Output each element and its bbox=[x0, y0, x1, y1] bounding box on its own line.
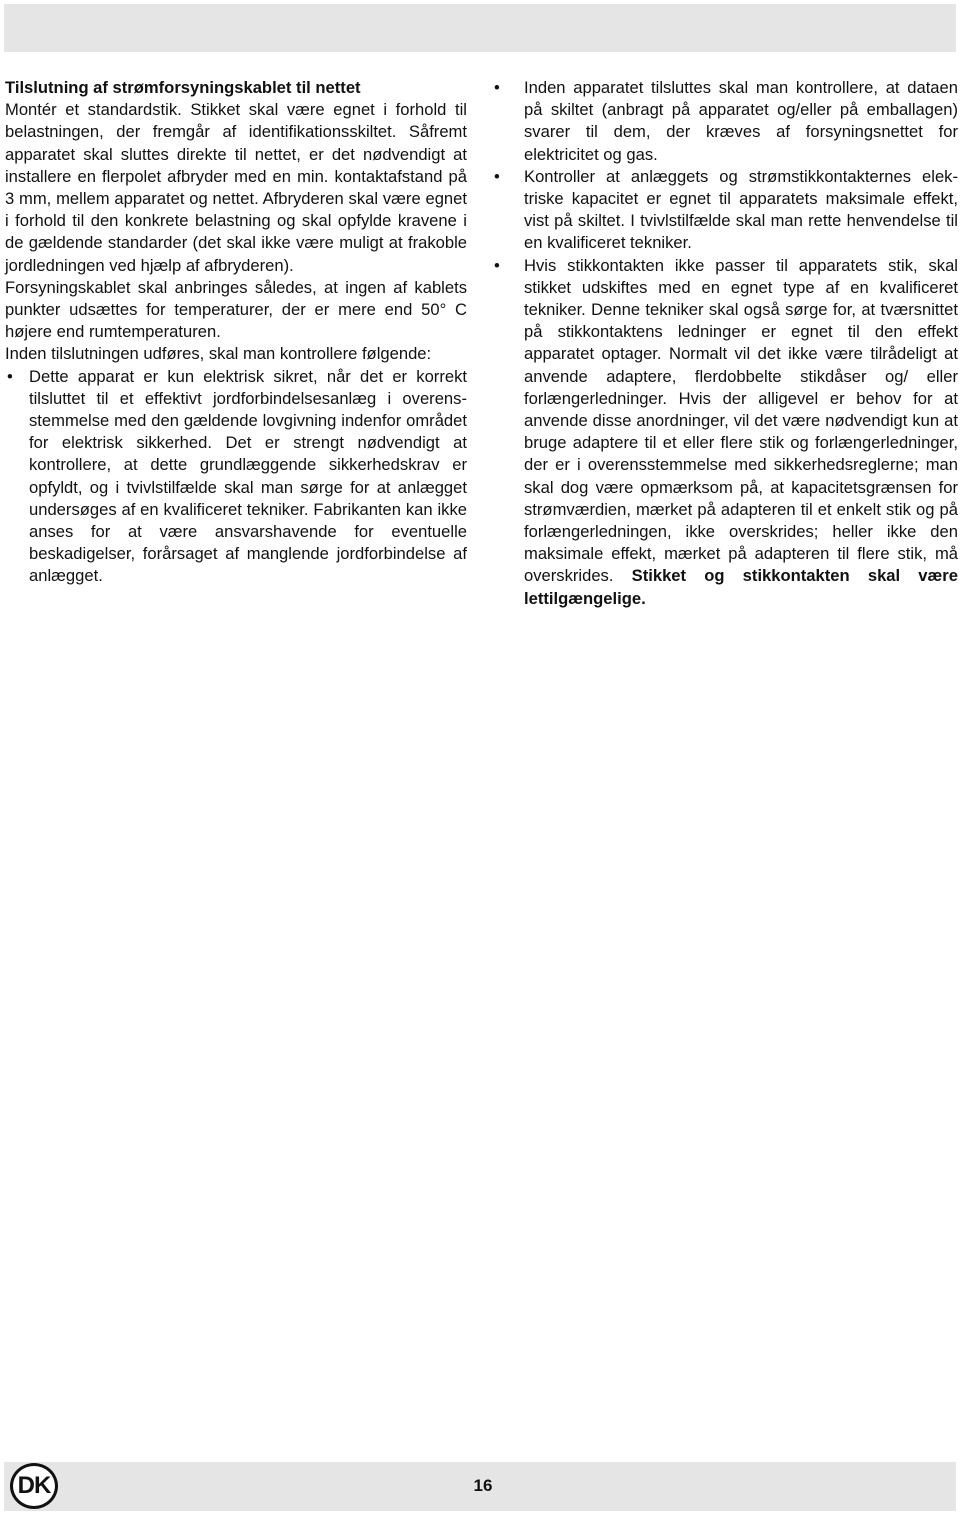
list-item: • Dette apparat er kun elektrisk sikret, når det er korrekt tilsluttet til et effektivt jordforbindelsesanlæg i overensstemmelse med den gældende lovgivning indenfor området for elektrisk sikkerhed. Det er strengt nødvendigt at kontrollere, at dette grundlæggende sikkerhedskrav er opfyldt, og i tvivlstilfælde skal man sørge for at anlægget undersøges af en kvalificeret tekniker. Fabrikanten kan ikke anses for at være ansvarshavende for eventuelle beskadigelser, forårsaget af manglende jordforbindelse af anlægget. bbox=[5, 366, 467, 588]
bullet-list bbox=[494, 77, 958, 610]
paragraph: Montér et standardstik. Stikket skal være egnet i forhold til belastningen, der fremgår af identifikationsskiltet. Såfremt apparatet skal sluttes direkte til nettet, er det nødvendigt at installere en flerpolet afbryder med en min. kontaktafstand på 3 mm, mellem apparatet og nettet. Afbryderen skal være egnet i forhold til den konkrete belastning og skal opfylde kravene i de gældende standarder (det skal ikke være muligt at frakoble jordledningen ved hjælp af afbryderen). bbox=[5, 100, 467, 275]
paragraph: Inden tilslutningen udføres, skal man kontrollere følgende: bbox=[5, 344, 432, 364]
page-number: 16 bbox=[473, 1476, 493, 1495]
list-item: • Inden apparatet tilsluttes skal man kontrollere, at dataen på skiltet (anbragt på apparatet og/eller på emballagen) svarer til dem, der kræves af forsyningsnettet for elektricitet og gas. bbox=[494, 77, 958, 166]
list-item-text: Hvis stikkontakten ikke passer til apparatets stik, skal stikket udskiftes med en egnet type af en kvalificeret tekniker. Denne tekniker skal også sørge for, at tværsnittet på stikkontaktens ledninger er egnet til den effekt apparatet optager. Normalt vil det ikke være tilrådeligt at anvende adaptere, flerdobbelte stikdåser og/ eller forlængerledninger. Hvis der alligevel er behov for at anvende disse anordninger, vil det være nødvendigt kun at bruge adaptere til et eller flere stik og forlængerledninger, der er i overensstemmelse med sikkerhedsreglerne; man skal dog være opmærksom på, at kapacitetsgrænsen for strømværdien, mærket på adapteren til et enkelt stik og på forlængerledningen, ikke overskrides; heller ikke den maksimale effekt, mærket på adapteren til flere stik, må overskrides. bbox=[524, 255, 958, 586]
right-column bbox=[494, 77, 958, 610]
country-badge: DK bbox=[10, 1463, 58, 1509]
section-heading: Tilslutning af strømforsyningskablet til nettet bbox=[5, 78, 361, 97]
left-column bbox=[5, 77, 467, 588]
header-band bbox=[4, 4, 956, 52]
list-item bbox=[494, 255, 958, 610]
emphasis-text: Stikket og stikkontakten skal være lettilgængelige. bbox=[524, 566, 958, 608]
list-item: • Kontroller at anlæggets og strømstikkontakternes elektriske kapacitet er egnet til apparatets maksimale effekt, vist på skiltet. I tvivlstilfælde skal man rette henvendelse til en kvalificeret tekniker. bbox=[494, 166, 958, 255]
paragraph: Forsyningskablet skal anbringes således, at ingen af kablets punkter udsættes for temperaturer, der er mere end 50° C højere end rumtemperaturen. bbox=[5, 277, 467, 342]
bullet-list bbox=[5, 366, 467, 588]
